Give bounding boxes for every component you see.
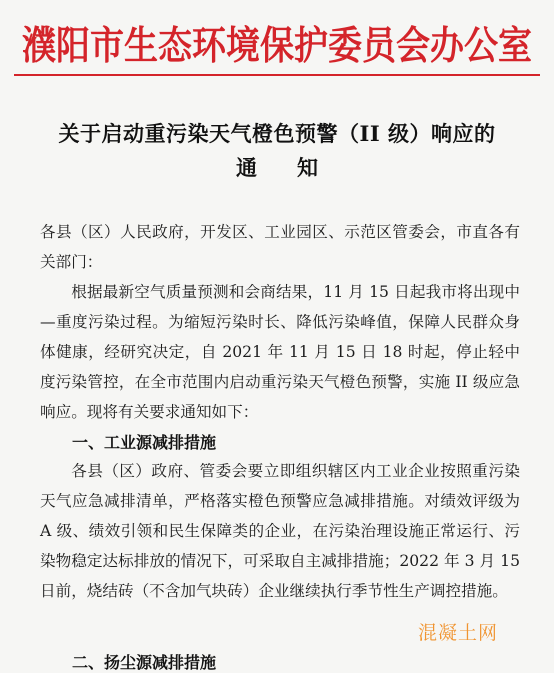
addressee-paragraph: 各县（区）人民政府，开发区、工业园区、示范区管委会，市直各有关部门： bbox=[40, 223, 520, 271]
section-1-heading: 一、工业源减排措施 bbox=[72, 433, 217, 452]
document-title-line-1: 关于启动重污染天气橙色预警（II 级）响应的 bbox=[58, 121, 496, 146]
header-red-rule bbox=[14, 74, 540, 76]
site-watermark: 混凝土网 bbox=[418, 622, 499, 644]
body-paragraph-2: 各县（区）政府、管委会要立即组织辖区内工业企业按照重污染天气应急减排清单，严格落实橙色预警应急减排措施。对绩效评级为 A 级、绩效引领和民生保障类的企业，在污染治理设施正常运行、污染物稳定达标排放的情况下，可采取自主减排措施；2022 年 3 月 15 日前，烧结砖（不含加气块砖）企业继续执行季节性生产调控措施。 bbox=[40, 462, 520, 600]
document-title-line-2: 通知 bbox=[236, 155, 358, 180]
body-paragraph-1: 根据最新空气质量预测和会商结果，11 月 15 日起我市将出现中—重度污染过程。为缩短污染时长、降低污染峰值，保障人民群众身体健康，经研究决定，自 2021 年 11 月 15 日 18 时起，停止轻中度污染管控，在全市范围内启动重污染天气橙色预警，实施 II 级应急响应。现将有关要求通知如下： bbox=[40, 283, 520, 421]
org-header-title: 濮阳市生态环境保护委员会办公室 bbox=[22, 23, 532, 70]
section-2-heading: 二、扬尘源减排措施 bbox=[72, 653, 217, 672]
